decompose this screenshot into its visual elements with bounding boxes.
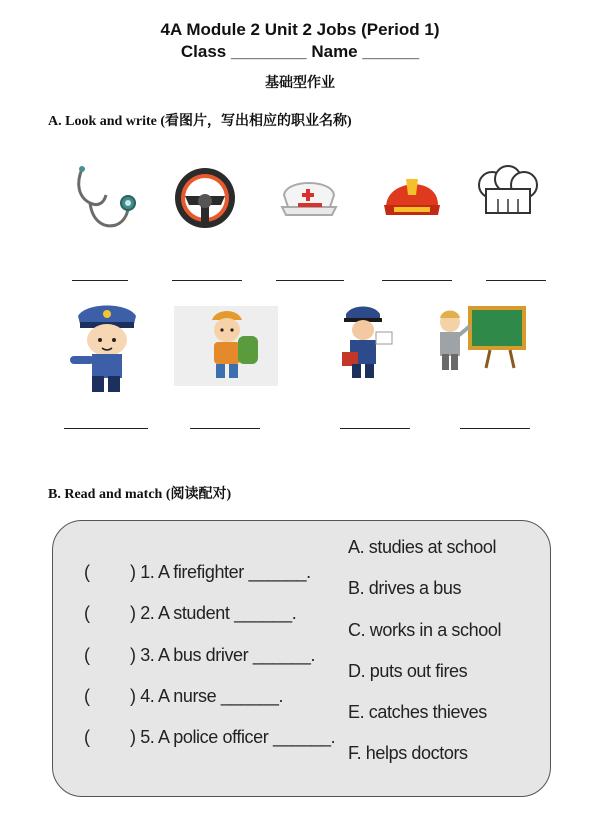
question-2: ) 2. A student ______. [130,603,297,623]
section-a-title: A. Look and write (看图片，写出相应的职业名称) [48,114,352,129]
postman-icon [334,302,396,382]
answer-option-d: D. puts out fires [348,661,468,681]
nurse-cap-icon [276,163,342,231]
question-5: ) 5. A police officer ______. [130,727,336,747]
answer-paren-4[interactable]: ( [84,686,90,706]
answer-blank-1[interactable] [72,280,128,281]
question-3: ) 3. A bus driver ______. [130,645,316,665]
stethoscope-icon [72,163,136,235]
answer-option-a: A. studies at school [348,537,497,557]
answer-blank-7[interactable] [190,428,260,429]
answer-option-e: E. catches thieves [348,702,487,722]
section-b-title: B. Read and match (阅读配对) [48,487,232,502]
class-name-line: Class ________ Name ______ [180,42,420,61]
answer-blank-5[interactable] [486,280,546,281]
answer-option-b: B. drives a bus [348,578,462,598]
answer-option-f: F. helps doctors [348,743,468,763]
answer-paren-5[interactable]: ( [84,727,90,747]
answer-option-c: C. works in a school [348,620,502,640]
answer-paren-3[interactable]: ( [84,645,90,665]
student-icon [174,306,278,386]
answer-blank-6[interactable] [64,428,148,429]
firefighter-helmet-icon [382,165,442,223]
answer-paren-1[interactable]: ( [84,562,90,582]
police-officer-icon [68,300,144,394]
question-1: ) 1. A firefighter ______. [130,562,311,582]
worksheet-title: 4A Module 2 Unit 2 Jobs (Period 1) [160,20,440,39]
chef-hat-icon [474,165,542,219]
steering-wheel-icon [171,163,239,233]
answer-blank-4[interactable] [382,280,452,281]
teacher-icon [430,296,530,376]
answer-blank-9[interactable] [460,428,530,429]
answer-blank-3[interactable] [276,280,344,281]
answer-blank-8[interactable] [340,428,410,429]
answer-paren-2[interactable]: ( [84,603,90,623]
worksheet-subtitle: 基础型作业 [265,74,335,90]
question-4: ) 4. A nurse ______. [130,686,284,706]
answer-blank-2[interactable] [172,280,242,281]
